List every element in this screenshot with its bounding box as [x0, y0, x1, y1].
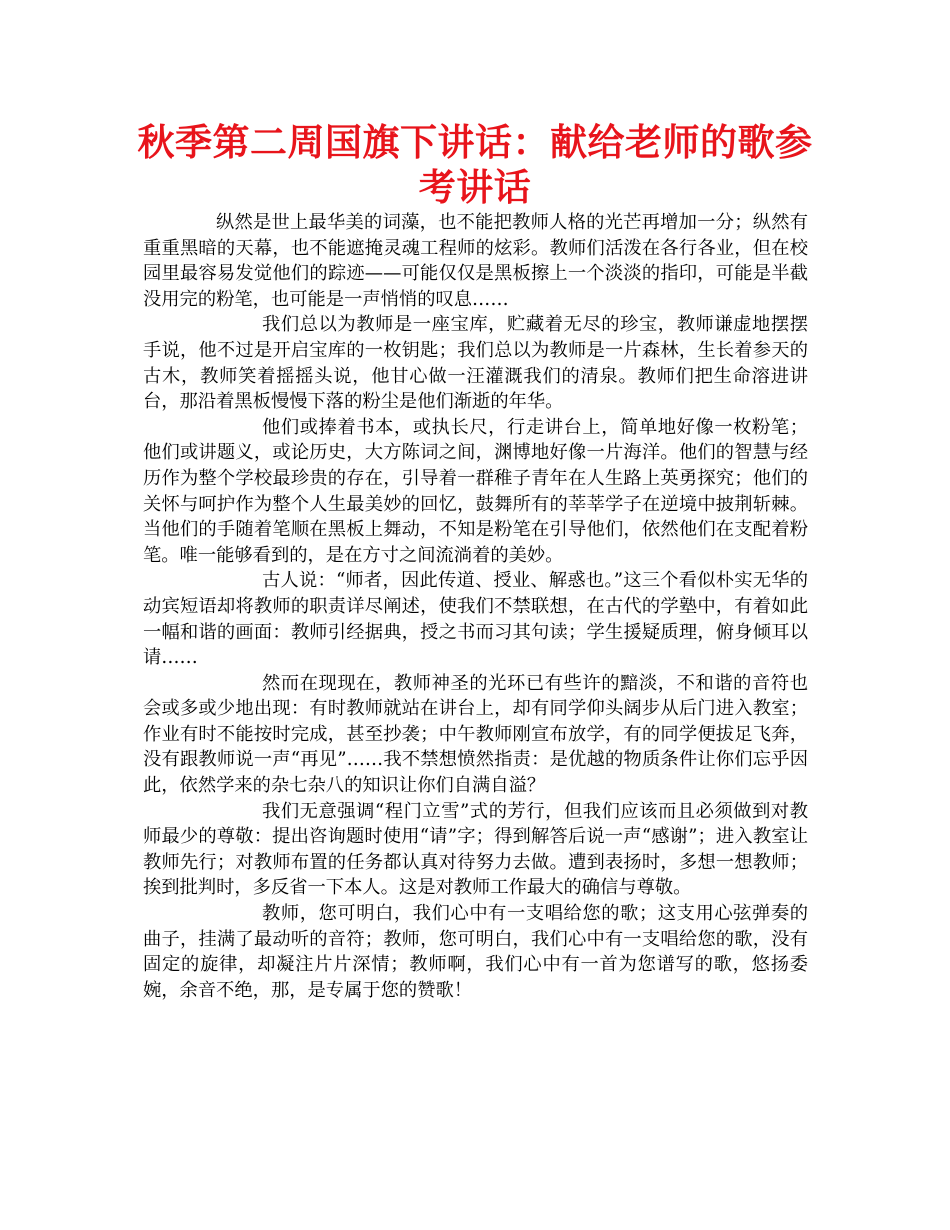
- paragraph-1: 纵然是世上最华美的词藻，也不能把教师人格的光芒再增加一分；纵然有重重黑暗的天幕，也不能遮掩灵魂工程师的炫彩。教师们活泼在各行各业，但在校园里最容易发觉他们的踪迹——可能仅仅是黑板擦上一个淡淡的指印，可能是半截没用完的粉笔，也可能是一声悄悄的叹息……: [143, 212, 808, 310]
- paragraph-2: 我们总以为教师是一座宝库，贮藏着无尽的珍宝，教师谦虚地摆摆手说，他不过是开启宝库的一枚钥匙；我们总以为教师是一片森林，生长着参天的古木，教师笑着摇摇头说，他甘心做一汪灌溉我们的清泉。教师们把生命溶进讲台，那沿着黑板慢慢下落的粉尘是他们渐逝的年华。: [143, 314, 808, 413]
- paragraph-4: 古人说：“师者，因此传道、授业、解惑也。”这三个看似朴实无华的动宾短语却将教师的职责详尽阐述，使我们不禁联想，在古代的学塾中，有着如此一幅和谐的画面：教师引经据典，授之书而习其句读；学生援疑质理，俯身倾耳以请……: [143, 570, 808, 669]
- document-page: [137, 120, 813, 1003]
- paragraph-6: 我们无意强调“程门立雪”式的芳行，但我们应该而且必须做到对教师最少的尊敬：提出咨询题时使用“请”字；得到解答后说一声“感谢”；进入教室让教师先行；对教师布置的任务都认真对待努力去做。遭到表扬时，多想一想教师；挨到批判时，多反省一下本人。这是对教师工作最大的确信与尊敬。: [143, 800, 808, 899]
- paragraph-7: 教师，您可明白，我们心中有一支唱给您的歌；这支用心弦弹奏的曲子，挂满了最动听的音符；教师，您可明白，我们心中有一支唱给您的歌，没有固定的旋律，却凝注片片深情；教师啊，我们心中有一首为您谱写的歌，悠扬委婉，余音不绝，那，是专属于您的赞歌！: [143, 903, 808, 1001]
- paragraph-3: 他们或捧着书本，或执长尺，行走讲台上，简单地好像一枚粉笔；他们或讲题义，或论历史，大方陈词之间，渊博地好像一片海洋。他们的智慧与经历作为整个学校最珍贵的存在，引导着一群稚子青年在人生路上英勇探究；他们的关怀与呵护作为整个人生最美妙的回忆，鼓舞所有的莘莘学子在逆境中披荆斩棘。当他们的手随着笔顺在黑板上舞动，不知是粉笔在引导他们，依然他们在支配着粉笔。唯一能够看到的，是在方寸之间流淌着的美妙。: [143, 416, 808, 566]
- document-title: 秋季第二周国旗下讲话：献给老师的歌参考讲话: [137, 121, 813, 209]
- document-body: [143, 210, 808, 1003]
- paragraph-5: 然而在现现在，教师神圣的光环已有些许的黯淡，不和谐的音符也会或多或少地出现：有时教师就站在讲台上，却有同学仰头阔步从后门进入教室；作业有时不能按时完成，甚至抄袭；中午教师刚宣布放学，有的同学便拔足飞奔，没有跟教师说一声“再见”……我不禁想愤然指责：是优越的物质条件让你们忘乎因此，依然学来的杂七杂八的知识让你们自满自溢？: [143, 672, 808, 797]
